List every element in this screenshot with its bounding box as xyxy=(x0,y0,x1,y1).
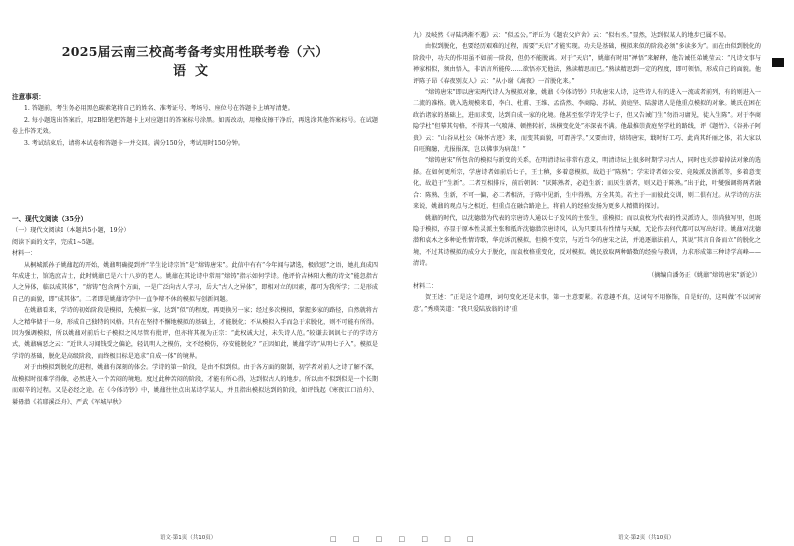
left-paragraph-3: 对于由模拟到脱化的进程，姚鼐有深刻的体会。学诗的第一阶段，是由不似到似。由于各方面的限制，初学者对前人之诗了解不深，故模拟时很难学得像，必然进入一个苦闷的境地。度过此种苦闷的阶段，才能有所心得，达到似古人的地步。所以由不似到似是一个长期而艰辛的过程。又是必经之途。在《今体诗钞》中，姚鼐往往点出某诗学某人，并且指出模拟达到的阶段，如评钱起《寒夜江口泊舟》、綦毋潜《若耶溪泛舟》、严武《军城早秋》 xyxy=(12,364,378,406)
source-citation: （摘编自潘务正《姚鼐“熔铸唐宋”新论》） xyxy=(648,271,761,279)
reading-instruction: 阅读下面的文字，完成1~5题。 xyxy=(12,238,98,246)
notice-item-1: 1. 答题前，考生务必用黑色碳素笔将自己的姓名、准考证号、考场号、座位号在答题卡上填写清楚。 xyxy=(24,105,294,113)
right-paragraph-4: “熔铸唐宋”所包含的模拟与新变的关系，在明清诗坛非常有意义，明清诗坛上很多时期学习古人，同时也关涉着掉法对象的选择。在如何更所宗，学唐诗者如前后七子，王士稹，多着意模拟，故趋于“陈熟”；学宋诗者如公安、竟陵派及浙派等，多着意变化，故趋于“生新”。二者互相排斥，前后朝讽：“厌陈熟者，必趋生新；而厌生新者，则又趋于陈熟。”出于此，叶燮强调将两者融合：陈熟、生新，不可一偏，必二者相济，于陈中见新，生中得熟，方全其美。若主于一而彼此交训，则二俱有过。从学诗的方法来说，姚鼐的观点与之相近，但重点在融合路途上，将前人的经验发扬为更多人精微的探讨。 xyxy=(413,157,761,211)
left-page-footer: 语文·第1页（共10页） xyxy=(160,535,217,541)
right-page xyxy=(413,0,761,546)
notice-item-2: 2. 每小题选出答案后，用2B铅笔把答题卡上对应题目的答案标号涂黑。如需改动，用橡皮擦干净后，再选涂其他答案标号。在试题卷上作答无效。 xyxy=(12,116,378,136)
right-page-footer: 语文·第2页（共10页） xyxy=(618,535,675,541)
subsection-heading: （一）现代文阅读Ⅰ（本题共5小题，19分） xyxy=(12,227,130,235)
right-paragraph-3: “熔铸唐宋”即以唐宋两代诗人为模拟对象，姚鼐《今体诗钞》只收唐宋人诗，这些诗人有的进入一流或者前列，有的则进入一二流的准格。就入选规模来看，李白、杜甫、王维、孟浩然、李商隐、苏轼、黄庭坚、陆游诸人是他重点模拟的对象。姚氏在困在政治诸家的基础上，进而求变，达到自成一家的化境。他甚至张学诗先学七子，但又告诫门生“勿沿习庸见，徒入生陈”。对于李商隐学杜“但摹其句格，不得其一气喷薄、顿挫转折，纵横变化处”亦深表不满。他最推崇黄庭坚学杜的路线，评《题竹》、《谷孙子阿贵》云：“山谷从杜公《咏怀古迹》来，而变其面貌，可谓善学。”又要由诗，熔铸唐宋，戢时好工巧、此尚其纤丽之体，若大家以自旺胸臆，尤报报深，岂以佛事为病哉！” xyxy=(413,89,761,154)
notice-block xyxy=(12,92,378,149)
page-edge-tab-mark xyxy=(772,58,784,67)
left-page xyxy=(12,0,378,546)
page-divider-marks: □ □ □ □ □ □ □ xyxy=(330,535,481,543)
material-one-label: 材料一： xyxy=(12,250,37,258)
right-text-block xyxy=(413,30,761,315)
material-two-label: 材料二： xyxy=(413,282,438,290)
notice-item-3: 3. 考试结束后，请将本试卷和答题卡一并交回。满分150分，考试用时150分钟。 xyxy=(24,139,244,147)
subject-title: 语文 xyxy=(172,64,217,79)
right-paragraph-2: 由似到脱化，也要经历艰难的过程，需要“天启”才能实现。功夫是基础，模拟来似的阶段必须“多读多为”。而在由似到脱化的阶段中，功夫的作用虽不如前一阶段，但仍不能脱离。对于“天启”，姚鼐有时用“禅悟”来解释，他告诫任弟姚莹云：“凡诗文事与禅家相似，须由悟入，非语言所能传……欲悟亦无他法，熟读精思而已。”熟读精思到一定的程度，即可领悟，形成自己的面貌。他评陈子昂《春夜别友人》云：“从小谢《离夜》一首脱化来。” xyxy=(413,43,761,85)
notice-heading: 注意事项： xyxy=(12,93,45,101)
left-paragraph-2: 在姚鼐看来，学诗的初始阶段是模拟，先模拟一家，达到“似”的程度，再更换另一家；经过多次模拟，掌握多家的路径，自然就将古人之精华储于一身，形成自己独特的风格。只有在坚持不懈地模拟的基础上，才能脱化；不从模拟入手而急于求脱化，则不可能有所得。因为强调模拟，所以姚鼐对前后七子模拟之风尽管有批评，但亦将其视为正宗：“此权诚大过，未失诗人范。”较谦去讽讽七子的学诗方式，姚鼐痛恶之云：“近世人习闻钱受之偏论，轻讥明人之模仿，文不经模仿，亦安能脱化？”正因如此，姚鼐学诗“从明七子入”。模拟是学诗的基础，脱化是高级阶段，而终极目标是追求“自成一体”的境界。 xyxy=(12,307,378,360)
reading-section xyxy=(12,214,378,408)
section-heading: 一、现代文阅读（35分） xyxy=(12,215,88,223)
right-paragraph-5: 姚鼐的时代，以沈德潜为代表的宗唐诗人通以七子发风的主张生，重模拟；而以袁枚为代表的性灵派诗人，崇尚独写里，但既隐于模拟，亦显于原本性灵派主张和抵许沈德潜宗唐诗风，认为只要具有性情与天赋，无论作去何代都可以写出好诗。姚鼐对沈德潜和袁木之多种论性情诗歌，华克诉沉模拟，但摸不变宗，与近当今的唐宋之法，并追逐鼐法前人，其说“其言自备而立”的脱化之境，不过其诗模拟的成分大于脱化，而袁枚格重变化，反对模拟。姚民放取两种路数的经验与教训，力求形成第三种诗学高峰——清诗。 xyxy=(413,214,761,268)
left-paragraph-1: 从桐城派孙子姚鼐起的开始，姚鼐明确提到并“半生论诗宗旨”是“熔铸唐宋”。此信中有有“今年闻与諸选，极欣慰”之语，她扎真成四年成进士，馆选庶吉士，此时姚鼐已是六十八岁的老人。姚鼐在其论诗中常用“熔铸”指示如何学诗。他评价吉林阳大樵的诗文“能忽指古人之异体，临以成其体”，“熔铸”包含两个方面，一是广泛向古人学习，岳大“古人之异体”，即相对立的因素，都可为我所学；二是形成自己的面貌，即“成其体”。二者即是姚鼐诗学中一直争辩不休的模拟与创新问题。 xyxy=(12,261,378,303)
exam-title: 2025届云南三校高考备考实用性联考卷（六） xyxy=(61,44,329,59)
right-paragraph-1: 九）及岐然《寻陆鸿渐不遇》云：“似孟公。”评丘为《题农父庐舍》云：“似右丞。”显然，达到似某人的地步已属不易。 xyxy=(413,32,731,39)
material-two-paragraph: 贺王述：“正是这个道理，词句变化还是末事，第一主意要紧。若意趣不真，这词句不用修饰，自是好的，这叫做‘不以词害意’。”秀瑛笑道：“我只爱陆放翁的诗‘重 xyxy=(413,294,761,313)
